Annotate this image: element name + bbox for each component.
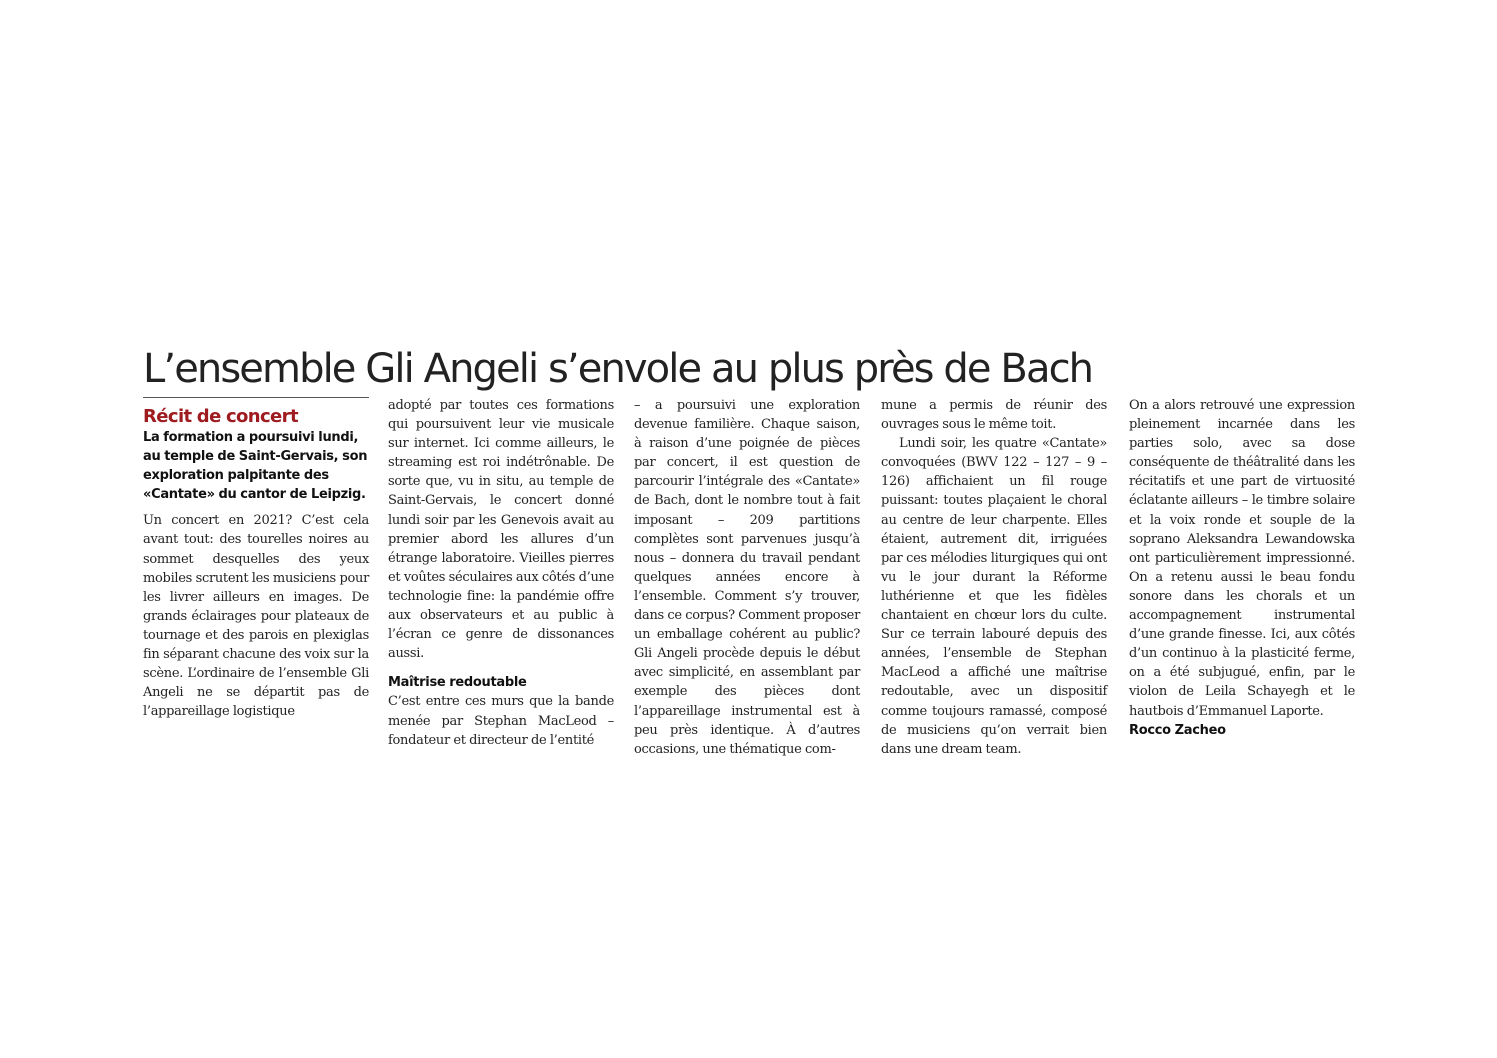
article-column-3 — [634, 396, 860, 759]
body-paragraph: Un concert en 2021? C’est cela avant tout: des tourelles noires au sommet desquelles des yeux mobiles scrutent les musiciens pour les livrer ailleurs en images. De grands éclairages pour plateaux de tournage et des parois en plexiglas fin séparant chacune des voix sur la scène. L’ordinaire de l’ensemble Gli Angeli ne se départit pas de l’appareillage logistique — [143, 513, 369, 720]
headline: L’ensemble Gli Angeli s’envole au plus près de Bach — [143, 345, 1093, 392]
article-column-2 — [388, 396, 614, 750]
article-column-1 — [143, 396, 369, 721]
body-paragraph: C’est entre ces murs que la bande menée par Stephan MacLeod – fondateur et directeur de l’entité — [388, 694, 614, 748]
body-paragraph: On a alors retrouvé une expression pleinement incarnée dans les parties solo, avec sa dose conséquente de théâtralité dans les récitatifs et une part de virtuosité éclatante ailleurs – le timbre solaire et la voix ronde et souple de la soprano Aleksandra Lewandowska ont particulièrement impressionné. On a retenu aussi le beau fondu sonore dans les chorals et un accompagnement instrumental d’une grande finesse. Ici, aux côtés d’un continuo à la plasticité ferme, on a été subjugué, enfin, par le violon de Leila Schayegh et le hautbois d’Emmanuel Laporte. — [1129, 398, 1355, 719]
body-paragraph: adopté par toutes ces formations qui poursuivent leur vie musicale sur internet. Ici comme ailleurs, le streaming est roi indétrônable. De sorte que, vu in situ, au temple de Saint-Gervais, le concert donné lundi soir par les Genevois avait au premier abord les allures d’un étrange laboratoire. Vieilles pierres et voûtes séculaires aux côtés d’une technologie fine: la pandémie offre aux observateurs et au public à l’écran ce genre de dissonances aussi. — [388, 398, 614, 662]
body-paragraph: Lundi soir, les quatre «Cantate» convoquées (BWV 122 – 127 – 9 – 126) affichaient un fil rouge puissant: toutes plaçaient le choral au centre de leur charpente. Elles étaient, autrement dit, irriguées par ces mélodies liturgiques qui ont vu le jour durant la Réforme luthérienne et que les fidèles chantaient en chœur lors du culte. Sur ce terrain labouré depuis des années, l’ensemble de Stephan MacLeod a affiché une maîtrise redoutable, avec un dispositif comme toujours ramassé, composé de musiciens qu’on verrait bien dans une dream team. — [881, 436, 1107, 757]
author-signature: Rocco Zacheo — [1129, 722, 1226, 738]
subheading: Maîtrise redoutable — [388, 675, 527, 691]
body-paragraph: mune a permis de réunir des ouvrages sous le même toit. — [881, 398, 1107, 433]
lead-paragraph: La formation a poursuivi lundi, au temple de Saint-Gervais, son exploration palpitante des «Cantate» du cantor de Leipzig. — [143, 430, 368, 503]
body-paragraph: – a poursuivi une exploration devenue familière. Chaque saison, à raison d’une poignée de pièces par concert, il est question de parcourir l’intégrale des «Cantate» de Bach, dont le nombre tout à fait imposant – 209 partitions complètes sont parvenues jusqu’à nous – donnera du travail pendant quelques années encore à l’ensemble. Comment s’y trouver, dans ce corpus? Comment proposer un emballage cohérent au public? Gli Angeli procède depuis le début avec simplicité, en assemblant par exemple des pièces dont l’appareillage instrumental est à peu près identique. À d’autres occasions, une thématique com- — [634, 398, 860, 757]
article-column-5 — [1129, 396, 1355, 740]
kicker: Récit de concert — [143, 406, 298, 427]
article-column-4 — [881, 396, 1107, 759]
